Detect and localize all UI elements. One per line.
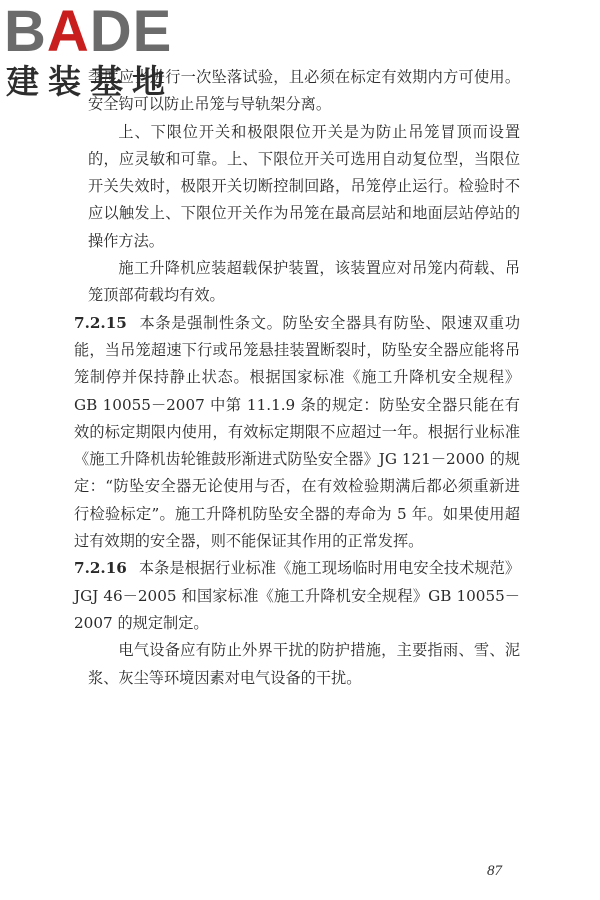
paragraph-limit-switch: 上、下限位开关和极限限位开关是为防止吊笼冒顶而设置的，应灵敏和可靠。上、下限位开关可选用自动复位型，当限位开关失效时，极限开关切断控制回路，吊笼停止运行。检验时不应以触发上、下限位开关作为吊笼在最高层站和地面层站停站的操作方法。 [88, 122, 520, 250]
logo-accent-letter: A [46, 0, 90, 64]
clause-text: 本条是强制性条文。防坠安全器具有防坠、限速双重功能，当吊笼超速下行或吊笼悬挂装置断裂时，防坠安全器应能将吊笼制停并保持静止状态。根据国家标准《施工升降机安全规程》GB 10055－2007 中第 11.1.9 条的规定：防坠安全器只能在有效的标定期限内使用，有效标定期限不应超过一年。根据行业标准《施工升降机齿轮锥鼓形渐进式防坠安全器》JG 121－2000 的规定：“防坠安全器无论使用与否，在有效检验期满后都必须重新进行检验标定”。施工升降机防坠安全器的寿命为 5 年。如果使用超过有效期的安全器，则不能保证其作用的正常发挥。 [74, 313, 520, 551]
clause-7-2-15 [74, 310, 520, 556]
paragraph-electrical: 电气设备应有防止外界干扰的防护措施，主要指雨、雪、泥浆、灰尘等环境因素对电气设备的干扰。 [88, 641, 520, 687]
page-number: 87 [487, 863, 502, 879]
clause-text: 本条是根据行业标准《施工现场临时用电安全技术规范》JGJ 46－2005 和国家标准《施工升降机安全规程》GB 10055－2007 的规定制定。 [74, 559, 520, 632]
clause-number: 7.2.16 [74, 559, 127, 578]
clause-7-2-16 [74, 555, 520, 637]
logo-wordmark: BADE [4, 0, 173, 64]
clause-number: 7.2.15 [74, 313, 127, 332]
paragraph-overload: 施工升降机应装超载保护装置，该装置应对吊笼内荷载、吊笼顶部荷载均有效。 [88, 259, 520, 305]
logo-subtitle: 建装基地 [6, 62, 174, 101]
paragraph-continuation: 季度应当进行一次坠落试验，且必须在标定有效期内方可使用。安全钩可以防止吊笼与导轨架分离。 [88, 68, 520, 114]
